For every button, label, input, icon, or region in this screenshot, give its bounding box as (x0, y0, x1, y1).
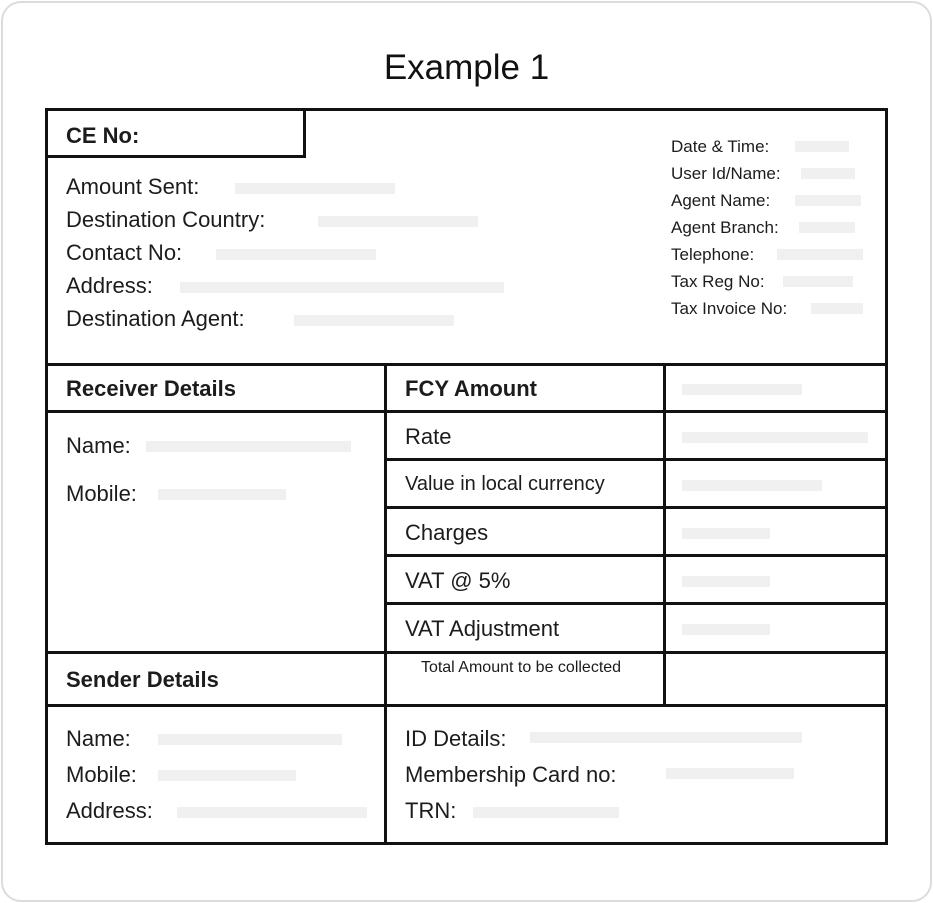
sender-name-label: Name: (66, 726, 131, 751)
amount-sent-field[interactable] (235, 183, 395, 194)
receiver-details-heading: Receiver Details (66, 376, 236, 401)
address-field[interactable] (180, 282, 504, 293)
vat-field[interactable] (682, 576, 770, 587)
ce-box-bottom (45, 155, 305, 158)
date-time-label: Date & Time: (671, 137, 770, 156)
trn-field[interactable] (473, 807, 619, 818)
sender-mobile-label: Mobile: (66, 762, 137, 787)
form-border-left (45, 108, 48, 845)
divider-row-4 (384, 554, 888, 557)
rate-label: Rate (405, 424, 452, 449)
id-details-field[interactable] (530, 732, 802, 743)
destination-country-label: Destination Country: (66, 207, 266, 232)
charges-label: Charges (405, 520, 489, 545)
sender-details-heading: Sender Details (66, 667, 219, 692)
agent-name-field[interactable] (795, 195, 861, 206)
sender-mobile-field[interactable] (158, 770, 296, 781)
divider-sender-section (45, 651, 888, 654)
vat-adjustment-label: VAT Adjustment (405, 616, 560, 641)
vat-label: VAT @ 5% (405, 568, 511, 593)
sender-address-field[interactable] (177, 807, 367, 818)
tax-reg-no-label: Tax Reg No: (671, 272, 765, 291)
divider-top-section (45, 363, 888, 366)
agent-name-label: Agent Name: (671, 191, 771, 210)
divider-sender-heading (45, 704, 888, 707)
remittance-form (45, 108, 888, 845)
tax-invoice-no-label: Tax Invoice No: (671, 299, 788, 318)
membership-card-label: Membership Card no: (405, 762, 617, 787)
ce-no-label: CE No: (66, 123, 140, 148)
id-details-label: ID Details: (405, 726, 507, 751)
total-amount-label: Total Amount to be collected (420, 659, 622, 676)
destination-agent-field[interactable] (294, 315, 454, 326)
agent-branch-field[interactable] (799, 222, 855, 233)
agent-branch-label: Agent Branch: (671, 218, 779, 237)
form-border-bottom (45, 842, 888, 845)
form-border-top (45, 108, 888, 111)
vat-adjustment-field[interactable] (682, 624, 770, 635)
destination-country-field[interactable] (318, 216, 478, 227)
rate-field[interactable] (682, 432, 868, 443)
divider-row-3 (384, 506, 888, 509)
divider-row-1 (384, 410, 888, 413)
tax-reg-no-field[interactable] (783, 276, 853, 287)
contact-no-field[interactable] (216, 249, 376, 260)
receiver-name-label: Name: (66, 433, 131, 458)
user-id-label: User Id/Name: (671, 164, 781, 183)
fcy-amount-field[interactable] (682, 384, 802, 395)
trn-label: TRN: (405, 798, 457, 823)
amount-sent-label: Amount Sent: (66, 174, 200, 199)
form-border-right (885, 108, 888, 845)
value-local-currency-field[interactable] (682, 480, 822, 491)
fcy-amount-label: FCY Amount (405, 376, 537, 401)
divider-row-5 (384, 602, 888, 605)
value-local-currency-label: Value in local currency (405, 473, 605, 495)
ce-box-right (303, 108, 306, 158)
receiver-name-field[interactable] (146, 441, 351, 452)
divider-total-value (663, 651, 666, 707)
membership-card-field[interactable] (666, 768, 794, 779)
contact-no-label: Contact No: (66, 240, 183, 265)
receiver-mobile-label: Mobile: (66, 481, 137, 506)
address-label: Address: (66, 273, 153, 298)
telephone-field[interactable] (777, 249, 863, 260)
sender-address-label: Address: (66, 798, 153, 823)
divider-row-2 (384, 458, 888, 461)
destination-agent-label: Destination Agent: (66, 306, 245, 331)
sender-name-field[interactable] (158, 734, 342, 745)
telephone-label: Telephone: (671, 245, 755, 264)
divider-receiver-heading (45, 410, 385, 413)
receiver-mobile-field[interactable] (158, 489, 286, 500)
date-time-field[interactable] (795, 141, 849, 152)
charges-field[interactable] (682, 528, 770, 539)
tax-invoice-no-field[interactable] (811, 303, 863, 314)
user-id-field[interactable] (801, 168, 855, 179)
page-title: Example 1 (383, 48, 550, 87)
